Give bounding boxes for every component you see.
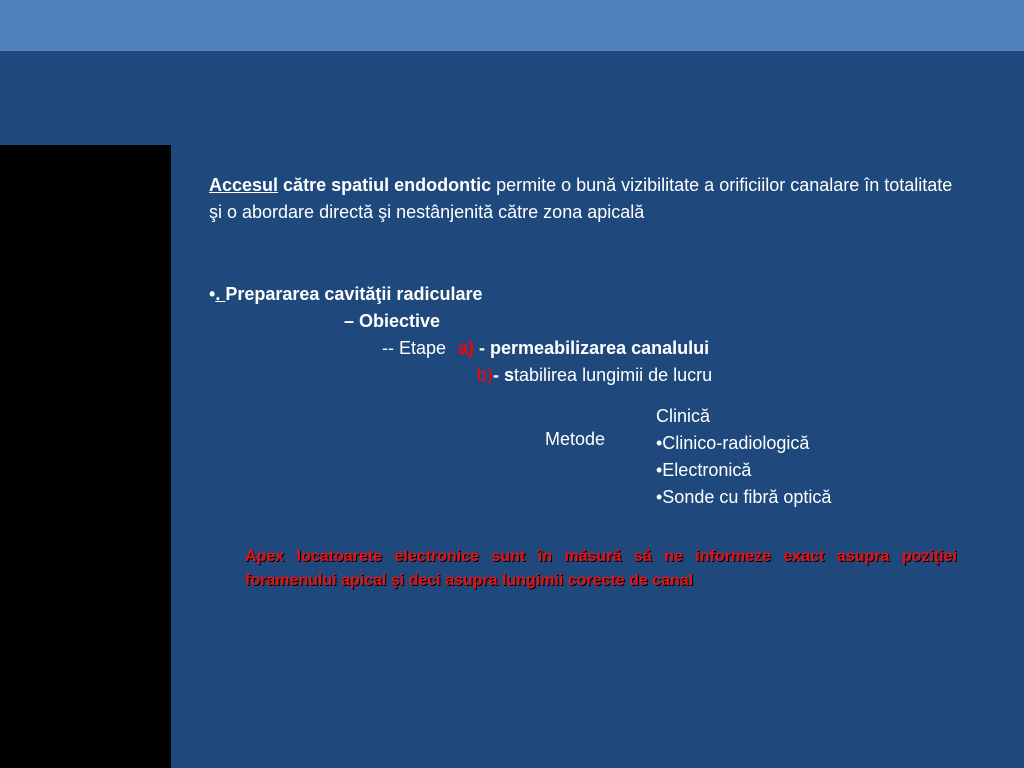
intro-paragraph <box>209 172 969 226</box>
methods-label: Metode <box>545 429 606 449</box>
intro-bold: către spatiul endodontic <box>278 175 492 195</box>
stages-line <box>382 335 709 362</box>
stages-label: -- Etape <box>382 338 447 358</box>
method-item: Clinică <box>656 406 711 426</box>
bullet: • <box>209 284 216 304</box>
section-title-line <box>209 281 482 308</box>
intro-lead: Accesul <box>209 175 279 195</box>
left-block <box>0 145 171 768</box>
method-item: •Sonde cu fibră optică <box>656 487 832 507</box>
method-item: •Electronică <box>656 460 752 480</box>
step-b-bold: - s <box>493 365 515 385</box>
step-b-line <box>477 362 712 389</box>
step-a-marker: a) <box>458 338 475 358</box>
objective-line: – Obiective <box>344 311 441 331</box>
step-b-text: tabilirea lungimii de lucru <box>514 365 713 385</box>
apex-locator-note: Apex locatoarete electronice sunt în măsură să ne informeze exact asupra poziţiei foramenului apical şi deci asupra lungimii corecte de canal <box>245 548 957 589</box>
step-a-text: - permeabilizarea canalului <box>474 338 710 358</box>
step-b-marker: b) <box>477 365 494 385</box>
bullet-dot: . <box>215 284 226 304</box>
method-item: •Clinico-radiologică <box>656 433 810 453</box>
section-title: Prepararea cavităţii radiculare <box>225 284 483 304</box>
methods-list <box>656 403 831 511</box>
intro-rest: permite o bună vizibilitate a orificiilor canalare în totalitate şi o abordare directă şi nestânjenită către zona apicală <box>209 175 953 222</box>
top-band <box>0 0 1024 51</box>
